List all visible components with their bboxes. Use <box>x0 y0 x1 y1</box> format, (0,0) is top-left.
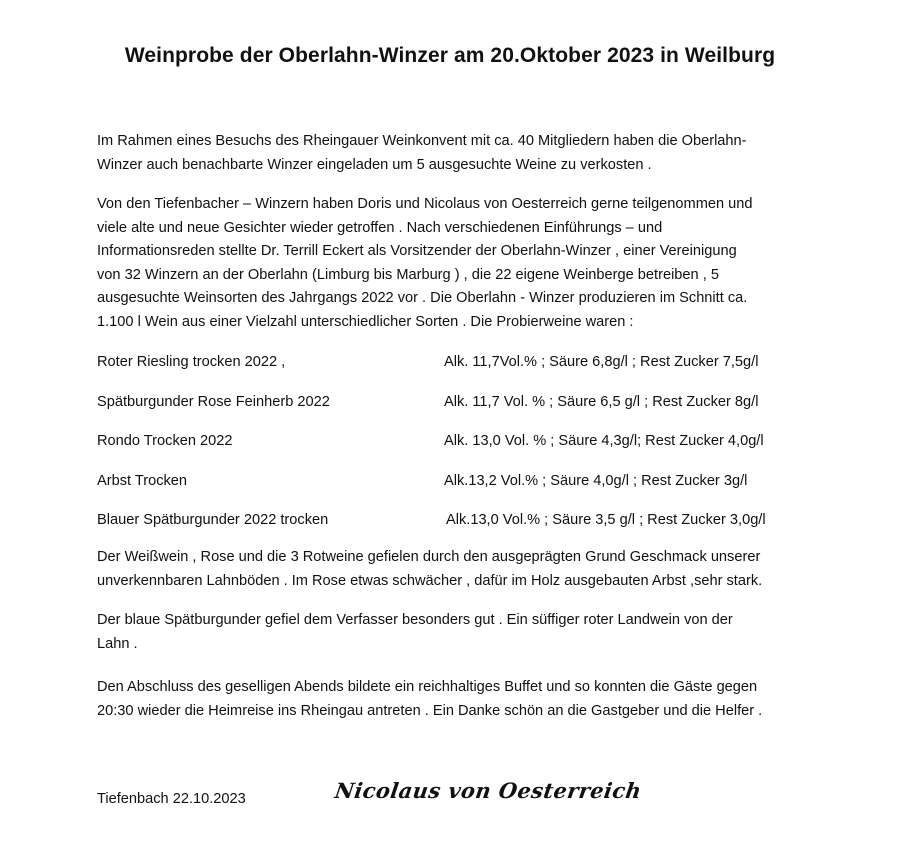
favorite-paragraph <box>97 609 797 656</box>
wine-name: Spätburgunder Rose Feinherb 2022 <box>97 394 330 410</box>
wine-row <box>97 430 817 452</box>
paragraph-line: 1.100 l Wein aus einer Vielzahl unterschiedlicher Sorten . Die Probierweine waren : <box>97 313 634 330</box>
paragraph-line: Lahn . <box>97 635 138 652</box>
wine-row <box>97 391 817 413</box>
wine-spec: Alk. 11,7Vol.% ; Säure 6,8g/l ; Rest Zucker 7,5g/l <box>444 354 759 370</box>
taste-paragraph <box>97 546 797 593</box>
wine-spec: Alk.13,0 Vol.% ; Säure 3,5 g/l ; Rest Zucker 3,0g/l <box>446 512 766 528</box>
paragraph-line: viele alte und neue Gesichter wieder getroffen . Nach verschiedenen Einführungs – und <box>97 219 663 236</box>
wine-name: Rondo Trocken 2022 <box>97 433 233 449</box>
document-title: Weinprobe der Oberlahn-Winzer am 20.Oktober 2023 in Weilburg <box>124 44 776 67</box>
paragraph-line: Der blaue Spätburgunder gefiel dem Verfasser besonders gut . Ein süffiger roter Landwein von der <box>97 612 733 628</box>
wine-spec: Alk. 13,0 Vol. % ; Säure 4,3g/l; Rest Zucker 4,0g/l <box>444 433 764 449</box>
wine-name: Blauer Spätburgunder 2022 trocken <box>97 512 329 528</box>
paragraph-line: Der Weißwein , Rose und die 3 Rotweine gefielen durch den ausgeprägten Grund Geschmack unserer <box>97 549 761 565</box>
paragraph-line: ausgesuchte Weinsorten des Jahrgangs 2022 vor . Die Oberlahn - Winzer produzieren im Schnitt ca. <box>97 290 748 306</box>
place-date: Tiefenbach 22.10.2023 <box>97 791 246 807</box>
paragraph-line: Winzer auch benachbarte Winzer eingeladen um 5 ausgesuchte Weine zu verkosten . <box>97 156 652 173</box>
wine-row <box>97 351 817 373</box>
paragraph-line: Informationsreden stellte Dr. Terrill Eckert als Vorsitzender der Oberlahn-Winzer , einer Vereinigung <box>97 243 737 259</box>
paragraph-line: 20:30 wieder die Heimreise ins Rheingau antreten . Ein Danke schön an die Gastgeber und die Helfer . <box>97 702 763 719</box>
wine-row <box>97 509 817 531</box>
wine-name: Arbst Trocken <box>97 473 188 489</box>
signature: Nicolaus von Oesterreich <box>333 778 644 803</box>
wine-spec: Alk.13,2 Vol.% ; Säure 4,0g/l ; Rest Zucker 3g/l <box>444 473 748 489</box>
paragraph-line: Den Abschluss des geselligen Abends bildete ein reichhaltiges Buffet und so konnten die Gäste gegen <box>97 679 758 695</box>
participants-paragraph <box>97 193 797 334</box>
paragraph-line: Im Rahmen eines Besuchs des Rheingauer Weinkonvent mit ca. 40 Mitgliedern haben die Oberlahn- <box>97 133 747 149</box>
intro-paragraph <box>97 130 797 177</box>
wine-spec: Alk. 11,7 Vol. % ; Säure 6,5 g/l ; Rest Zucker 8g/l <box>444 394 759 410</box>
paragraph-line: unverkennbaren Lahnböden . Im Rose etwas schwächer , dafür im Holz ausgebauten Arbst ,sehr stark. <box>97 572 763 589</box>
paragraph-line: von 32 Winzern an der Oberlahn (Limburg bis Marburg ) , die 22 eigene Weinberge betreiben , 5 <box>97 266 719 283</box>
paragraph-line: Von den Tiefenbacher – Winzern haben Doris und Nicolaus von Oesterreich gerne teilgenommen und <box>97 196 753 212</box>
wine-name: Roter Riesling trocken 2022 , <box>97 354 286 370</box>
closing-paragraph <box>97 676 797 723</box>
wine-row <box>97 470 817 492</box>
